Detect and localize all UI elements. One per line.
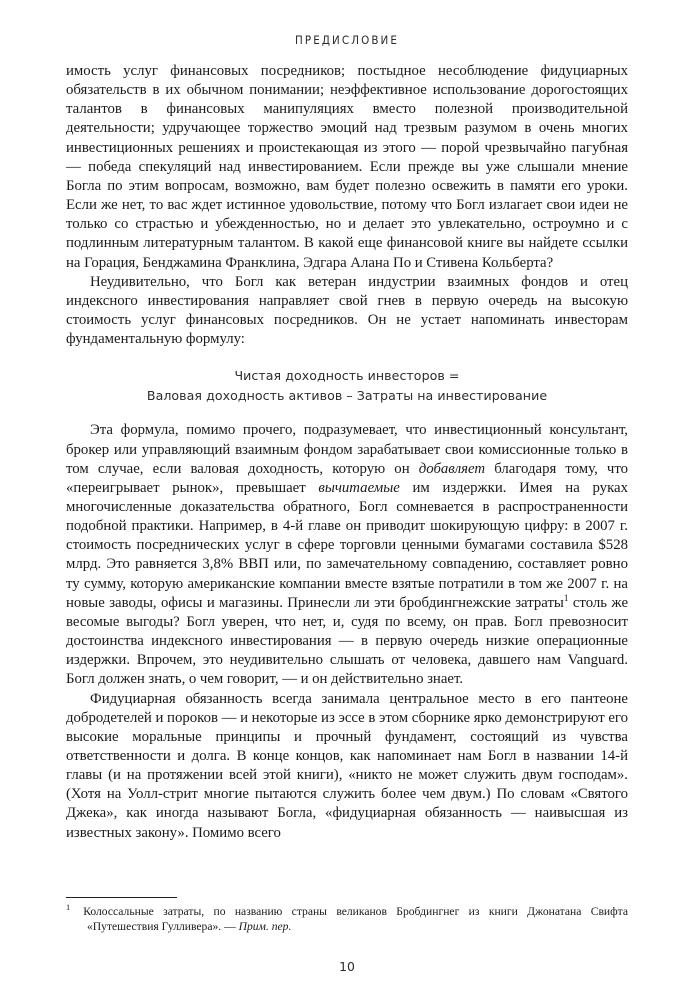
par3-segment-c: им издержки. Имея на руках многочисленные доказательства обратного, Богл сомневается в распространенности подобной практики. Например, в 4-й главе он приводит шокирующую цифру: в 2007 г. стоимость посреднических услуг в сфере торговли ценными бумагами составила $528 млрд. Это равняется 3,8% ВВП или, по замечательному совпадению, составляет ровно ту сумму, которую американские компании вместе взятые потратили в том же 2007 г. на новые заводы, офисы и магазины. Принесли ли эти бробдингнежские затраты bbox=[66, 479, 629, 611]
running-head: ПРЕДИСЛОВИЕ bbox=[294, 33, 399, 47]
formula-line-2: Валовая доходность активов – Затраты на инвестирование bbox=[146, 387, 548, 403]
footnote-separator-rule bbox=[66, 897, 177, 898]
paragraph-fiduciary-duty: Фидуциарная обязанность всегда занимала центральное место в его пантеоне добродетелей и пороков — и некоторые из эссе в этом сборнике ярко демонстрируют его высокие моральные принципы и прочный фундамент, состоящий из чувства ответственности и долга. В конце концов, как напоминает нам Богл в названии 14-й главы (и на протяжении всей этой книги), «никто не может служить двум господам». (Хотя на Уолл-стрит многие пытаются служить более чем двум.) По словам «Святого Джека», как иногда называют Богла, «фидуциарная обязанность — наивысшая из известных закону». Помимо всего bbox=[66, 690, 628, 841]
footnote-body: Колоссальные затраты, по названию страны великанов Бробдингнег из книги Джонатана Свифта «Путешествия Гулливера». — bbox=[83, 905, 628, 934]
par3-segment-a: Эта формула, помимо прочего, подразумевает, что инвестиционный консультант, брокер или управляющий взаимным фондом зарабатывает свои комиссионные только в том случае, если валовая доходность, которую он bbox=[66, 422, 628, 477]
footnote-block bbox=[66, 897, 628, 935]
display-formula bbox=[66, 349, 628, 421]
par3-italic-vychitaemye: вычитаемые bbox=[318, 479, 400, 496]
paragraph-formula-explained bbox=[66, 421, 628, 689]
page-number: 10 bbox=[339, 959, 355, 974]
text-column bbox=[66, 62, 628, 843]
par3-italic-dobavlyaet: добавляет bbox=[418, 460, 486, 477]
paragraph-bogle-intro: Неудивительно, что Богл как ветеран индустрии взаимных фондов и отец индексного инвестирования направляет свой гнев в первую очередь на высокую стоимость услуг финансовых посредников. Он не устает напоминать инвесторам фундаментальную формулу: bbox=[66, 273, 628, 348]
footnote-reference-marker[interactable]: 1 bbox=[563, 592, 569, 603]
par3-segment-b: благодаря тому, что «переигрывает рынок», превышает bbox=[66, 460, 628, 496]
paragraph-continuation: имость услуг финансовых посредников; постыдное несоблюдение фидуциарных обязательств в их обычном понимании; неэффективное использование дорогостоящих талантов в финансовых манипуляциях вместо полезной производительной деятельности; удручающее торжество эмоций над трезвым разумом в очень многих инвестиционных решениях и проистекающая из этого — порой чрезвычайно пагубная — победа спекуляций над инвестированием. Если прежде вы уже слышали мнение Богла по этим вопросам, возможно, вам будет полезно освежить в памяти его уроки. Если же нет, то вас ждет истинное удовольствие, потому что Богл излагает свои идеи не только со страстью и убежденностью, но и делает это увлекательно, остроумно и с подлинным литературным талантом. В какой еще финансовой книге вы найдете ссылки на Горация, Бенджамина Франклина, Эдгара Алана По и Стивена Кольберта? bbox=[66, 63, 628, 271]
footnote-text bbox=[66, 904, 628, 935]
formula-line-1: Чистая доходность инвесторов = bbox=[234, 368, 460, 384]
footnote-attribution: Прим. пер. bbox=[238, 920, 292, 934]
footnote-number: 1 bbox=[66, 903, 71, 913]
par3-segment-d: столь же весомые выгоды? Богл уверен, что нет, и, судя по всему, он прав. Богл превозносит достоинства индексного инвестирования — в первую очередь низкие операционные издержки. Впрочем, это неудивительно слышать от человека, давшего нам Vanguard. Богл должен знать, о чем говорит, — и он действительно знает. bbox=[66, 594, 629, 688]
